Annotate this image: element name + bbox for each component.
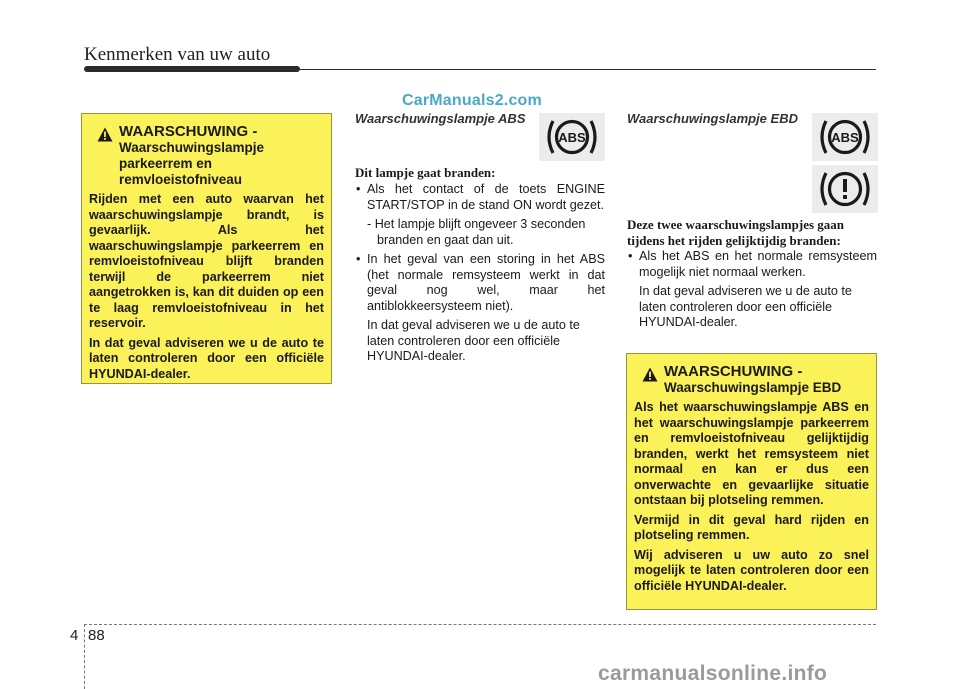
warning-subtitle-line: Waarschuwingslampje: [119, 140, 265, 155]
warning-box-ebd: [626, 353, 877, 610]
watermark-top[interactable]: CarManuals2.com: [402, 92, 542, 109]
bullet-sub-text: In dat geval adviseren we u de auto te laten controleren door een officiële HYUNDAI-dealer.: [639, 284, 852, 329]
abs-icon-box-ebd: [812, 113, 878, 161]
footer-rule: [84, 624, 876, 625]
watermark-bottom[interactable]: carmanualsonline.info: [598, 662, 828, 685]
bullet-sub-text: In dat geval adviseren we u de auto te laten controleren door een officiële HYUNDAI-dealer.: [367, 318, 580, 363]
header-bar: [84, 66, 300, 72]
warning-body: [89, 192, 324, 382]
header-rule: [300, 69, 876, 70]
abs-lead: Dit lampje gaat branden:: [355, 165, 496, 180]
warning-title: WAARSCHUWING -: [664, 363, 803, 380]
warning-header: [89, 123, 324, 188]
ebd-lead-line: Deze twee waarschuwingslampjes gaan: [627, 217, 845, 232]
svg-text:ABS: ABS: [831, 130, 859, 145]
warning-subtitle-line: remvloeistofniveau: [119, 172, 243, 187]
bullet-dash-text: - Het lampje blijft ongeveer 3 seconden branden en gaat dan uit.: [367, 217, 586, 247]
warning-subtitle: Waarschuwingslampje EBD: [664, 380, 842, 395]
ebd-lead-line: tijdens het rijden gelijktijdig branden:: [627, 233, 841, 248]
exclamation-icon-box: [812, 165, 878, 213]
page-number: 88: [88, 627, 105, 644]
abs-bullet-list: [355, 182, 605, 369]
bullet-text: Als het ABS en het normale remsysteem mogelijk niet normaal werken.: [639, 249, 877, 279]
list-item: [627, 249, 877, 331]
list-item: [355, 252, 605, 365]
chapter-number: 4: [70, 627, 79, 644]
warning-paragraph: Rijden met een auto waarvan het waarschuwingslampje brandt, is gevaarlijk. Als het waarschuwingslampje parkeerrem en remvloeistofniveau blijft branden terwijl de parkeerrem niet aangetrokken is, kan dit duiden op een te laag remvloeistofniveau in het reservoir.: [89, 192, 324, 330]
warning-paragraph: Als het waarschuwingslampje ABS en het waarschuwingslampje parkeerrem en remvloeistofniveau gelijktijdig branden, werkt het remsysteem niet normaal en kan er dus een onverwachte en gevaarlijke situatie ontstaan bij plotseling remmen.: [634, 400, 869, 507]
warning-triangle-icon: [97, 127, 113, 142]
ebd-bullet-list: [627, 249, 877, 335]
warning-paragraph: Vermijd in dit geval hard rijden en plotseling remmen.: [634, 512, 869, 542]
warning-box-parking-brake: [81, 113, 332, 384]
warning-paragraph: Wij adviseren u uw auto zo snel mogelijk te laten controleren door een officiële HYUNDAI-dealer.: [634, 547, 869, 593]
bullet-text: In het geval van een storing in het ABS (het normale remsysteem werkt in dat geval nog wel, maar het antiblokkeersysteem niet).: [367, 252, 605, 313]
list-item: [355, 182, 605, 248]
ebd-section-heading: Waarschuwingslampje EBD: [627, 111, 798, 126]
warning-triangle-icon: [642, 367, 658, 382]
abs-icon-box: [539, 113, 605, 161]
warning-paragraph: In dat geval adviseren we u de auto te laten controleren door een officiële HYUNDAI-dealer.: [89, 335, 324, 381]
warning-subtitle-line: parkeerrem en: [119, 156, 213, 171]
warning-body: [634, 400, 869, 594]
page-header-title: Kenmerken van uw auto: [84, 44, 271, 65]
svg-text:ABS: ABS: [558, 130, 586, 145]
footer-vertical-rule: [84, 624, 85, 689]
abs-warning-icon: [816, 117, 874, 157]
warning-header: [634, 363, 869, 396]
ebd-lead: [627, 217, 844, 249]
abs-section-heading: Waarschuwingslampje ABS: [355, 111, 526, 126]
abs-warning-icon: [543, 117, 601, 157]
bullet-text: Als het contact of de toets ENGINE START/STOP in de stand ON wordt gezet.: [367, 182, 605, 212]
exclamation-warning-icon: [816, 169, 874, 209]
warning-title: WAARSCHUWING -: [119, 123, 258, 140]
